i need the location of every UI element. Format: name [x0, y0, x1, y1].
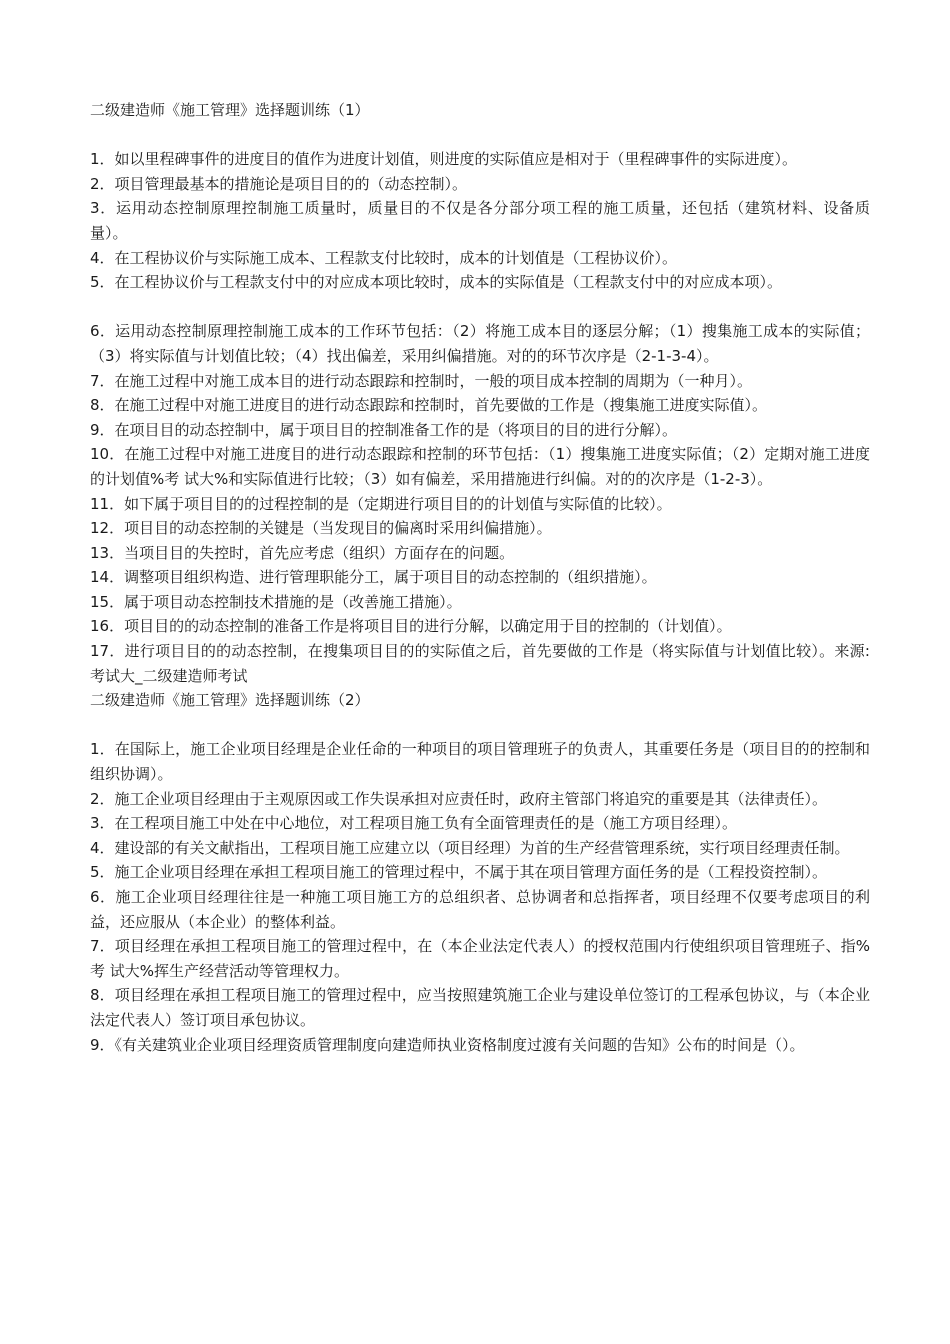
document-page [90, 98, 870, 1057]
section1-item-3: 3．运用动态控制原理控制施工质量时，质量目的不仅是各分部分项工程的施工质量，还包括（建筑材料、设备质量）。 [90, 199, 870, 242]
section1-item-10: 10．在施工过程中对施工进度目的进行动态跟踪和控制的环节包括：（1）搜集施工进度实际值；（2）定期对施工进度的计划值%考 试大%和实际值进行比较；（3）如有偏差，采用措施进行纠偏。对的的次序是（1-2-3）。 [90, 445, 870, 488]
blank-line [90, 123, 870, 148]
section1-title: 二级建造师《施工管理》选择题训练（1） [90, 101, 370, 119]
section1-item-14: 14．调整项目组织构造、进行管理职能分工，属于项目目的动态控制的（组织措施）。 [90, 568, 657, 587]
blank-line [90, 295, 870, 320]
section1-item-1: 1．如以里程碑事件的进度目的值作为进度计划值，则进度的实际值应是相对于（里程碑事件的实际进度）。 [90, 150, 798, 169]
section2-item-9: 9．《有关建筑业企业项目经理资质管理制度向建造师执业资格制度过渡有关问题的告知》公布的时间是（）。 [90, 1035, 805, 1054]
section2-item-3: 3．在工程项目施工中处在中心地位，对工程项目施工负有全面管理责任的是（施工方项目经理）。 [90, 814, 738, 833]
section1-item-17: 17．进行项目目的的动态控制，在搜集项目目的的实际值之后，首先要做的工作是（将实际值与计划值比较）。来源:考试大_二级建造师考试 [90, 642, 870, 685]
section1-item-7: 7．在施工过程中对施工成本目的进行动态跟踪和控制时，一般的项目成本控制的周期为（一种月）。 [90, 371, 753, 390]
section1-item-2: 2．项目管理最基本的措施论是项目目的的（动态控制）。 [90, 174, 468, 193]
section1-item-13: 13．当项目目的失控时，首先应考虑（组织）方面存在的问题。 [90, 543, 515, 562]
section2-item-2: 2．施工企业项目经理由于主观原因或工作失误承担对应责任时，政府主管部门将追究的重要是其（法律责任）。 [90, 789, 828, 808]
section2-item-5: 5．施工企业项目经理在承担工程项目施工的管理过程中，不属于其在项目管理方面任务的是（工程投资控制）。 [90, 863, 828, 882]
section1-item-6: 6．运用动态控制原理控制施工成本的工作环节包括：（2）将施工成本目的逐层分解；（1）搜集施工成本的实际值；（3）将实际值与计划值比较；（4）找出偏差，采用纠偏措施。对的的环节次序是（2-1-3-4）。 [90, 322, 870, 365]
section1-item-11: 11．如下属于项目目的的过程控制的是（定期进行项目目的的计划值与实际值的比较）。 [90, 494, 672, 513]
section2-item-1: 1．在国际上，施工企业项目经理是企业任命的一种项目的项目管理班子的负责人，其重要任务是（项目目的的控制和组织协调）。 [90, 740, 870, 784]
blank-line [90, 713, 870, 738]
section2-item-6: 6．施工企业项目经理往往是一种施工项目施工方的总组织者、总协调者和总指挥者，项目经理不仅要考虑项目的利益，还应服从（本企业）的整体利益。 [90, 888, 870, 931]
section1-item-15: 15．属于项目动态控制技术措施的是（改善施工措施）。 [90, 592, 462, 611]
section2-title: 二级建造师《施工管理》选择题训练（2） [90, 691, 370, 710]
section1-item-5: 5．在工程协议价与工程款支付中的对应成本项比较时，成本的实际值是（工程款支付中的对应成本项）。 [90, 273, 783, 292]
section1-item-16: 16．项目目的的动态控制的准备工作是将项目目的进行分解，以确定用于目的控制的（计划值）。 [90, 617, 732, 636]
section2-item-4: 4．建设部的有关文献指出，工程项目施工应建立以（项目经理）为首的生产经营管理系统，实行项目经理责任制。 [90, 838, 850, 857]
section1-item-9: 9．在项目目的动态控制中，属于项目目的控制准备工作的是（将项目的目的进行分解）。 [90, 420, 678, 439]
section1-item-8: 8．在施工过程中对施工进度目的进行动态跟踪和控制时，首先要做的工作是（搜集施工进度实际值）。 [90, 396, 768, 415]
section2-item-8: 8．项目经理在承担工程项目施工的管理过程中，应当按照建筑施工企业与建设单位签订的工程承包协议，与（本企业法定代表人）签订项目承包协议。 [90, 986, 870, 1029]
section1-item-12: 12．项目目的动态控制的关键是（当发现目的偏离时采用纠偏措施）。 [90, 519, 552, 538]
section2-item-7: 7．项目经理在承担工程项目施工的管理过程中，在（本企业法定代表人）的授权范围内行使组织项目管理班子、指%考 试大%挥生产经营活动等管理权力。 [90, 937, 870, 980]
section1-item-4: 4．在工程协议价与实际施工成本、工程款支付比较时，成本的计划值是（工程协议价）。 [90, 248, 678, 267]
